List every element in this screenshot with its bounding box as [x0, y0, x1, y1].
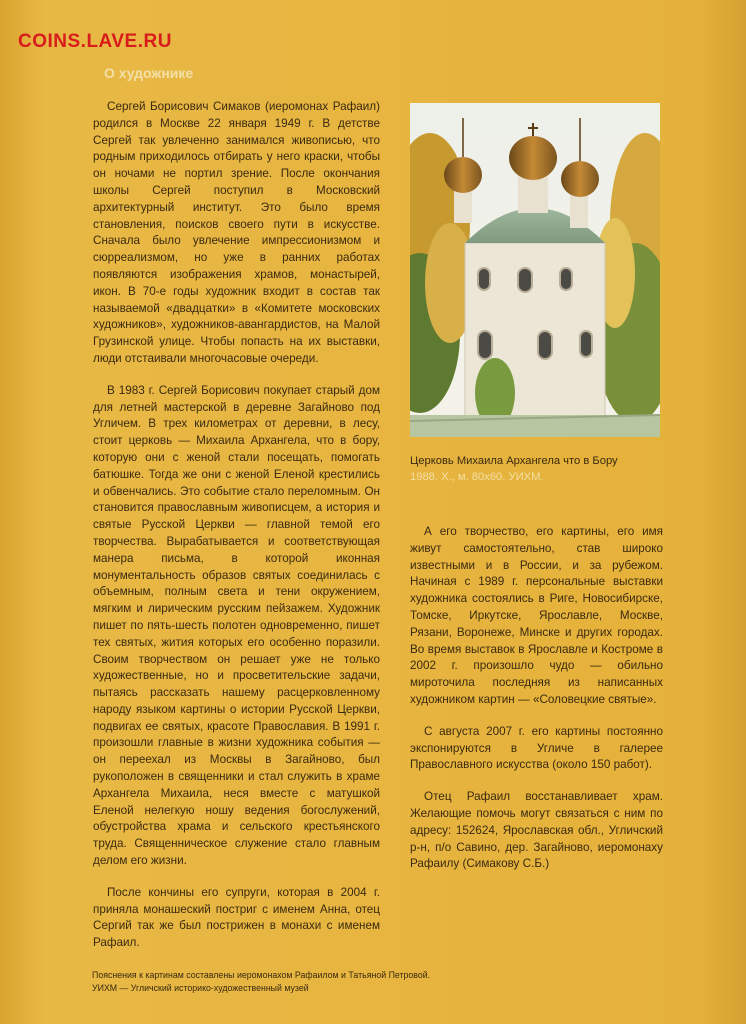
paragraph-biography: Сергей Борисович Симаков (иеромонах Рафаил) родился в Москве 22 января 1949 г. В детстве Сергей так увлеченно занимался живописью, что родным приходилось отбирать у него краски, чтобы он ночами не портил зрение. После окончания школы Сергей поступил в Московский архитектурный институт. Это было время становления, поисков своего пути в искусстве. Сначала было увлечение импрессионизмом и сюрреализмом, но уже в ранних работах появляются изображения храмов, монастырей, икон. В 70-е годы художник входит в состав так называемой «двадцатки» в «Комитете московских художников», художников-авангардистов, на Малой Грузинской улице. Чтобы попасть на их выставки, люди отстаивали многочасовые очереди. [93, 100, 380, 365]
caption-title: Церковь Михаила Архангела что в Бору [410, 455, 618, 467]
caption-details: 1988. Х., м. 80х60. УИХМ. [410, 471, 544, 483]
paragraph-monasticism: После кончины его супруги, которая в 2004 г. приняла монашеский постриг с именем Анна, отец Сергий так же был пострижен в монахи с именем Рафаил. [93, 885, 380, 950]
paragraph-exhibitions: А его творчество, его картины, его имя живут самостоятельно, став широко известными и в России, и за рубежом. Начиная с 1989 г. персональные выставки художника состоялись в Риге, Новосибирске, Томске, Иркутске, Ярославле, Москве, Рязани, Воронеже, Минске и других городах. Во время выставок в Ярославле и Костроме в 2002 г. произошло чудо — обильно мироточила последняя из написанных художником картин — «Соловецкие святые». [410, 525, 663, 706]
footer-line-credits: Пояснения к картинам составлены иеромонахом Рафаилом и Татьяной Петровой. [92, 970, 431, 980]
paragraph-uglich-gallery: С августа 2007 г. его картины постоянно экспонируются в Угличе в галерее Православного искусства (около 150 работ). [410, 724, 663, 772]
paragraph-contact-address: Отец Рафаил восстанавливает храм. Желающие помочь могут связаться с ним по адресу: 152624, Ярославская обл., Угличский р-н, п/о Савино, дер. Загайново, иеромонаху Рафаилу (Симакову С.Б.) [410, 790, 663, 871]
section-heading: О художнике [104, 65, 194, 81]
left-column [93, 99, 380, 967]
footer-notes [92, 969, 712, 995]
footer-line-abbreviation: УИХМ — Угличский историко-художественный музей [92, 983, 309, 993]
church-painting [410, 103, 660, 437]
paragraph-zagaynovo: В 1983 г. Сергей Борисович покупает старый дом для летней мастерской в деревне Загайново под Угличем. В трех километрах от деревни, в лесу, стоит церковь — Михаила Архангела, что в бору, которую они с женой стали посещать, помогать батюшке. Тогда же они с женой Еленой крестились и обвенчались. Это событие стало переломным. Он становится православным живописцем, а история и святые Русской Церкви — главной темой его творчества. Вырабатывается и соответствующая манера письма, в которой иконная монументальность образов святых соединилась с объемным, полным света и тени окружением, мягким и лирическим русским пейзажем. Художник пишет по пять-шесть полотен одновременно, пишет тех святых, жития которых его особенно поразили. Своим творчеством он решает уже не только художественные, но и просветительские задачи, пытаясь рассказать нашему расцерковленному народу языком картины о истории Русской Церкви, подвигах ее святых, красоте Православия. В 1991 г. произошли главные в жизни художника события — он переехал из Москвы в Загайново, был рукоположен в священники и стал служить в храме Архангела Михаила, неся вместе с матушкой Еленой нелегкую ношу ведения богослужений, обустройства храма и сельского крестьянского труда. Священническое служение стало главным делом его жизни. [93, 383, 380, 868]
right-column [410, 524, 663, 888]
watermark: COINS.LAVE.RU [18, 31, 172, 52]
painting-caption [410, 453, 710, 485]
